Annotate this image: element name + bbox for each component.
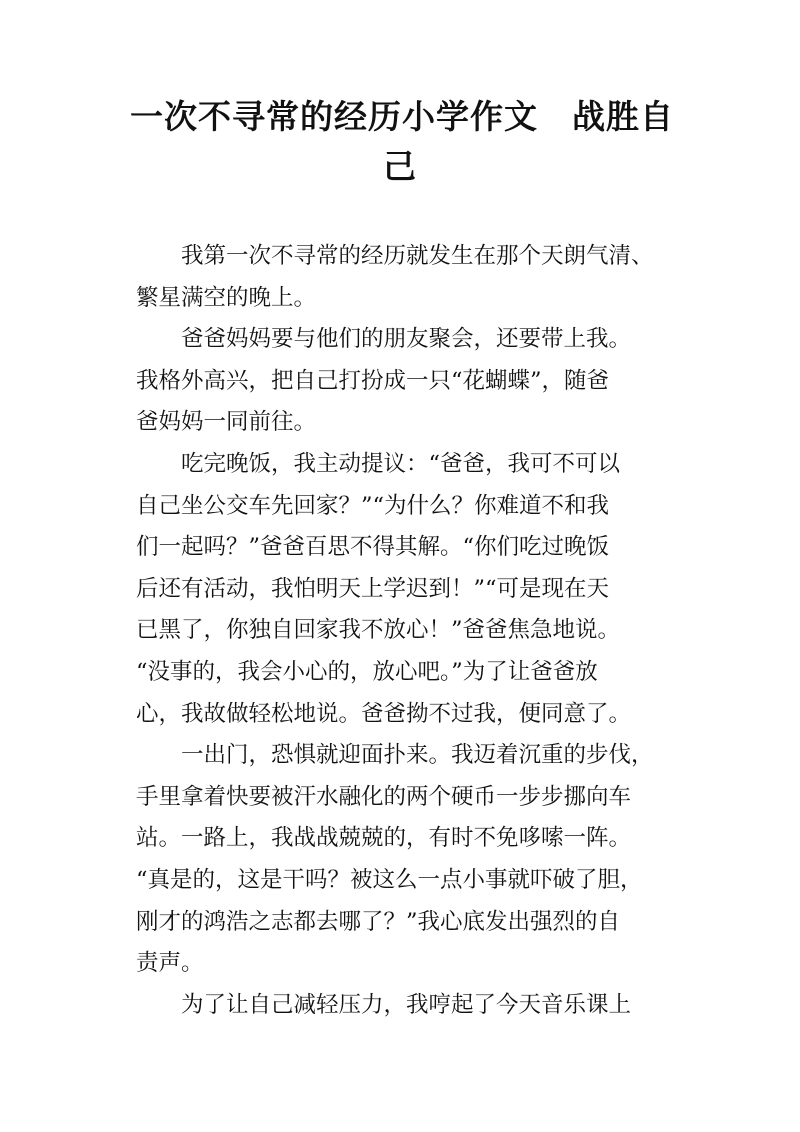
text-line: 们一起吗？”爸爸百思不得其解。“你们吃过晚饭 [136, 534, 610, 561]
paragraph-1 [136, 236, 676, 319]
paragraph-5 [136, 985, 676, 1027]
text-line: 我格外高兴，把自己打扮成一只“花蝴蝶”，随爸 [136, 367, 610, 394]
text-line: “真是的，这是干吗？被这么一点小事就吓破了胆， [136, 866, 643, 893]
text-line: 我第一次不寻常的经历就发生在那个天朗气清、 [181, 243, 654, 269]
paragraph-3 [136, 444, 676, 735]
text-line: 责声。 [136, 950, 204, 977]
text-line: 为了让自己减轻压力，我哼起了今天音乐课上 [181, 991, 632, 1018]
title-line-1: 一次不寻常的经历小学作文 战胜自 [130, 97, 674, 136]
text-line: 手里拿着快要被汗水融化的两个硬币一步步挪向车 [136, 783, 632, 810]
text-line: 爸爸妈妈要与他们的朋友聚会，还要带上我。 [181, 326, 632, 353]
text-line: “没事的，我会小心的，放心吧。”为了让爸爸放 [136, 658, 598, 685]
paragraph-4 [136, 735, 676, 985]
text-line: 已黑了，你独自回家我不放心！”爸爸焦急地说。 [136, 617, 621, 644]
text-line: 繁星满空的晚上。 [136, 284, 317, 311]
text-line: 刚才的鸿浩之志都去哪了？”我心底发出强烈的自 [136, 908, 621, 935]
text-line: 一出门，恐惧就迎面扑来。我迈着沉重的步伐， [181, 742, 654, 769]
text-line: 站。一路上，我战战兢兢的，有时不免哆嗦一阵。 [136, 825, 632, 852]
document-title [130, 92, 674, 192]
text-line: 自己坐公交车先回家？”“为什么？你难道不和我 [136, 492, 610, 519]
text-line: 心，我故做轻松地说。爸爸拗不过我，便同意了。 [136, 700, 632, 727]
paragraph-2 [136, 319, 676, 444]
article-body [136, 236, 676, 1026]
text-line: 后还有活动，我怕明天上学迟到！”“可是现在天 [136, 575, 610, 602]
text-line: 吃完晚饭，我主动提议：“爸爸，我可不可以 [181, 450, 621, 477]
title-line-2: 己 [383, 147, 417, 186]
text-line: 爸妈妈一同前往。 [136, 409, 317, 436]
